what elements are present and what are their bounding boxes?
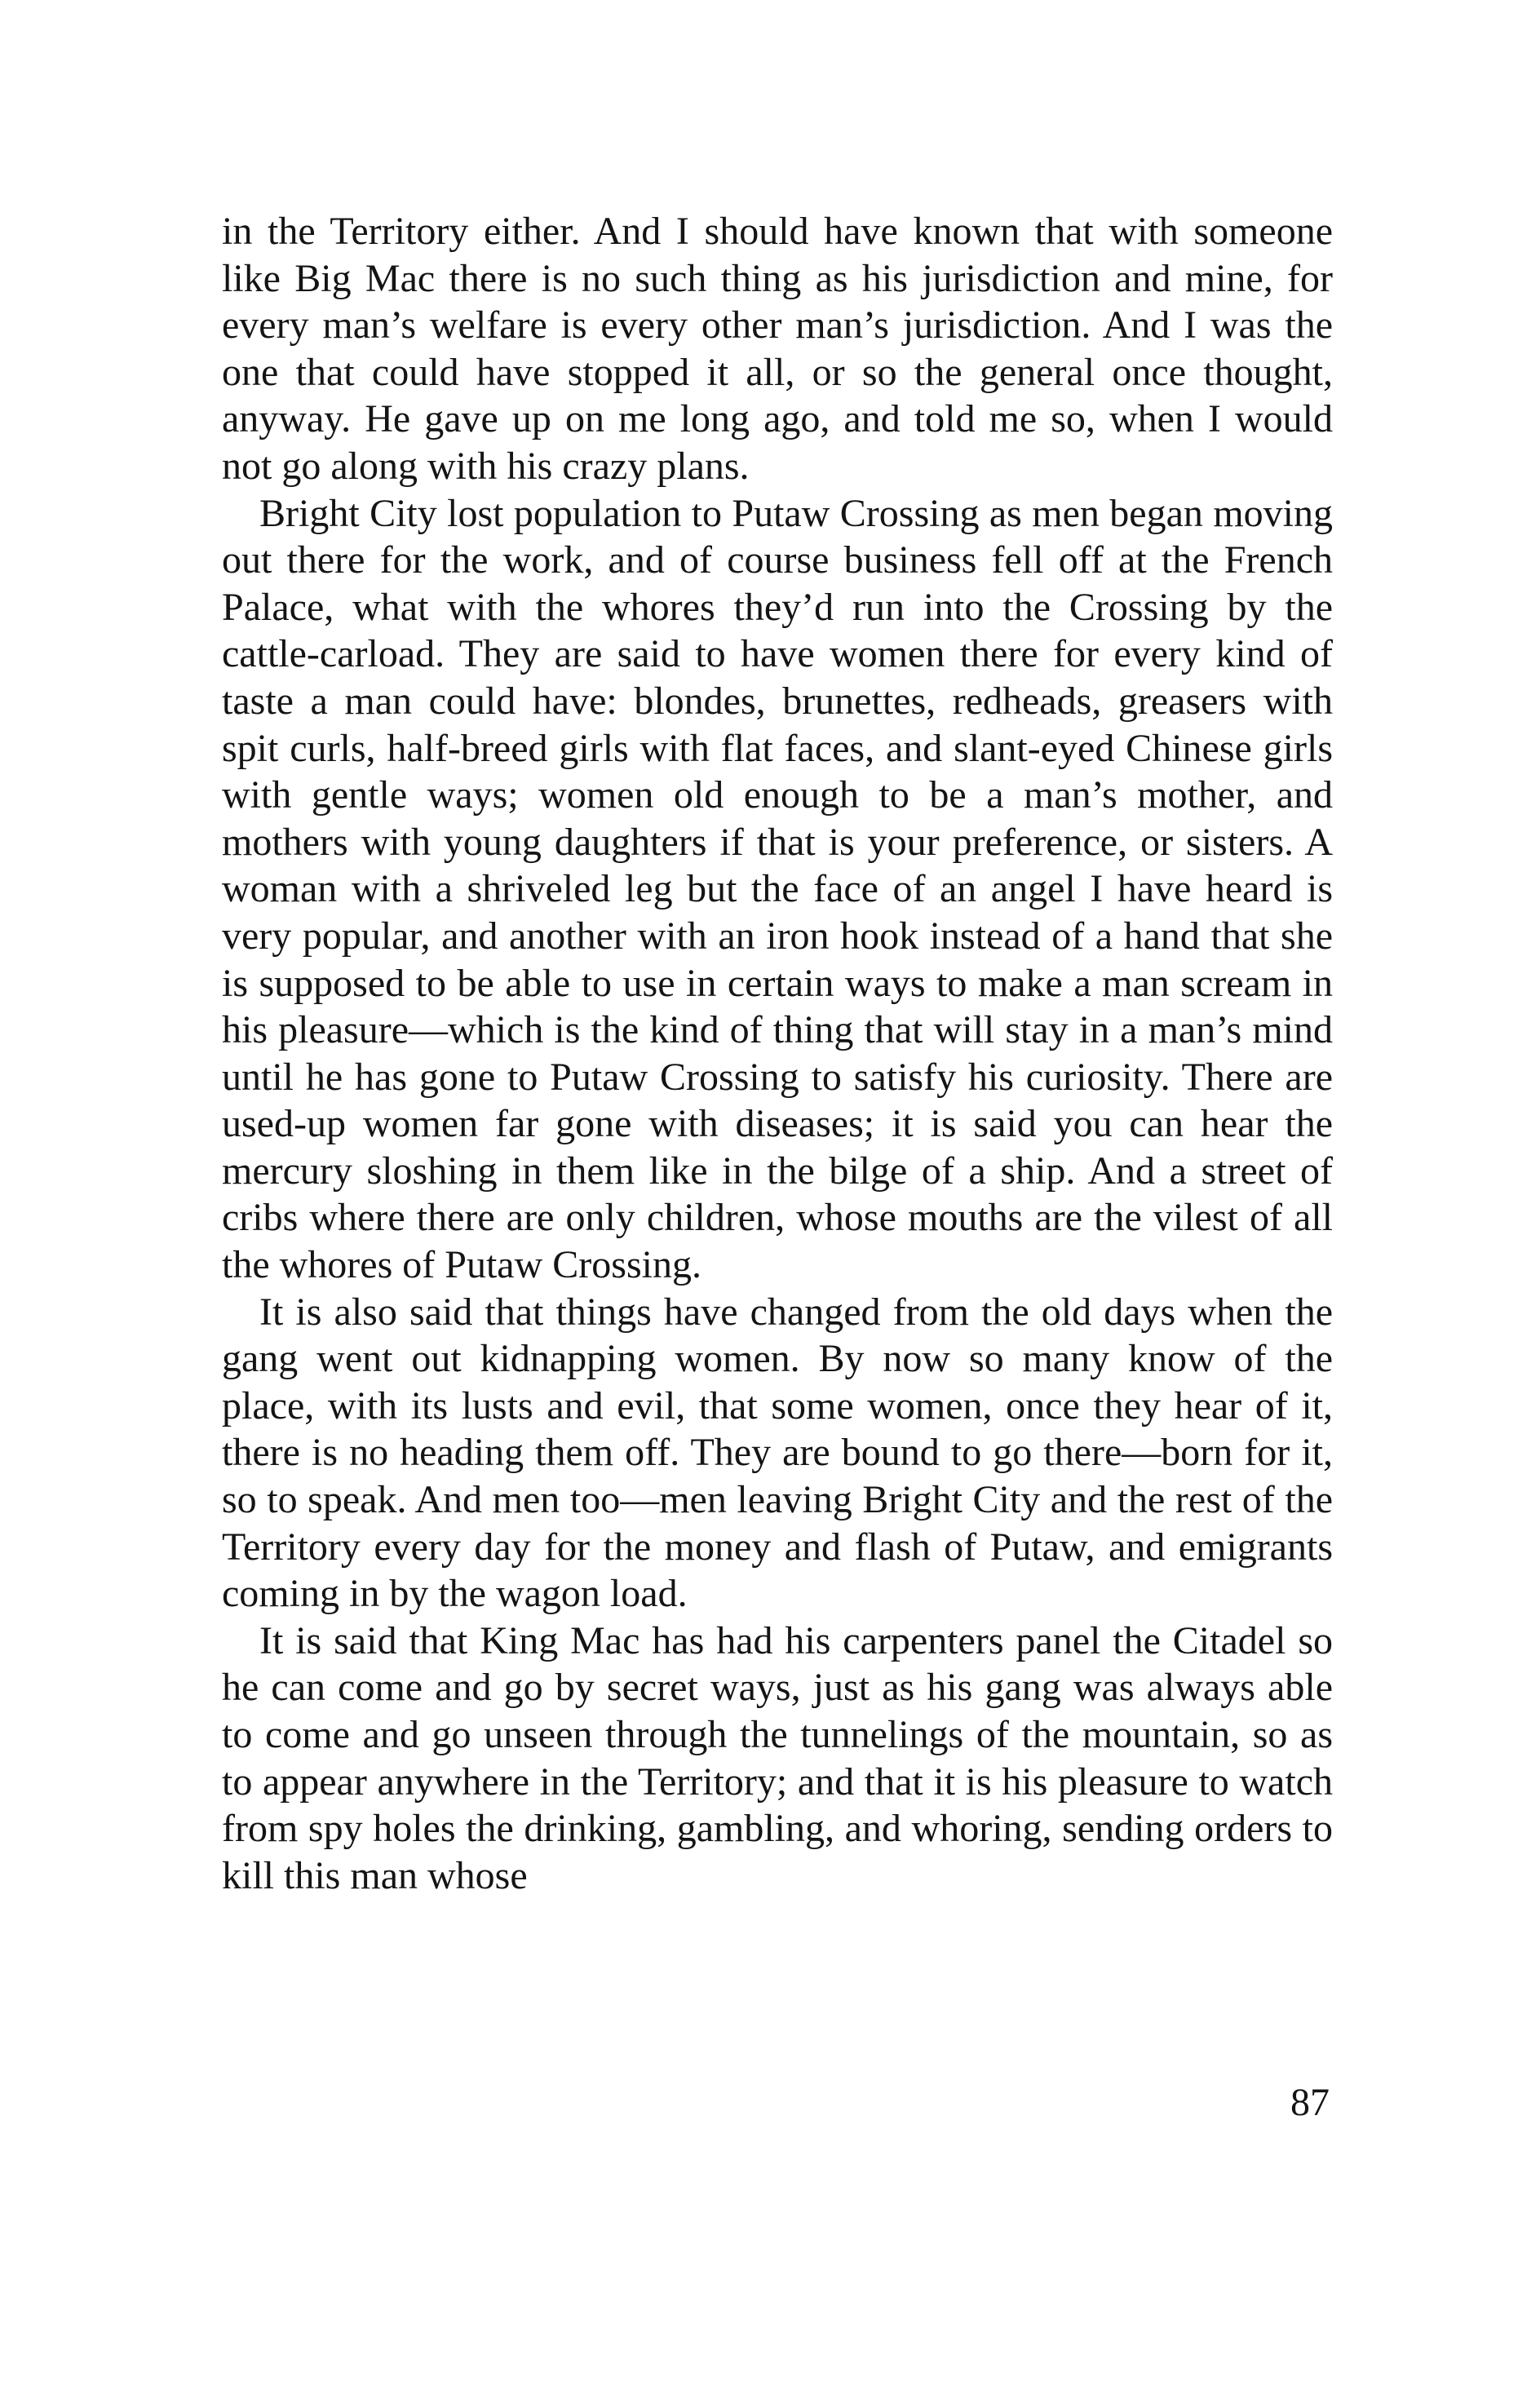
paragraph-continued: in the Territory either. And I should have known that with someone like Big Mac there is no such thing as his jurisdiction and mine, for every man’s welfare is every other man’s jurisdiction. And I was the one that could have stopped it all, or so the general once thought, anyway. He gave up on me long ago, and told me so, when I would not go along with his crazy plans. bbox=[222, 210, 1333, 488]
page-number: 87 bbox=[1290, 2081, 1330, 2124]
paragraph-old-days: It is also said that things have changed from the old days when the gang went out kidnapping women. By now so many know of the place, with its lusts and evil, that some women, once they hear of it, there is no heading them off. They are bound to go there—born for it, so to speak. And men too—men leaving Bright City and the rest of the Territory every day for the money and flash of Putaw, and emigrants coming in by the wagon load. bbox=[222, 1290, 1333, 1616]
body-text bbox=[222, 208, 1333, 1899]
paragraph-bright-city: Bright City lost population to Putaw Crossing as men began moving out there for the work, and of course business fell off at the French Palace, what with the whores they’d run into the Crossing by the cattle-carload. They are said to have women there for every kind of taste a man could have: blondes, brunettes, redheads, greasers with spit curls, half-breed girls with flat faces, and slant-eyed Chinese girls with gentle ways; women old enough to be a man’s mother, and mothers with young daughters if that is your preference, or sisters. A woman with a shriveled leg but the face of an angel I have heard is very popular, and another with an iron hook instead of a hand that she is supposed to be able to use in certain ways to make a man scream in his pleasure—which is the kind of thing that will stay in a man’s mind until he has gone to Putaw Crossing to satisfy his curiosity. There are used-up women far gone with diseases; it is said you can hear the mercury sloshing in them like in the bilge of a ship. And a street of cribs where there are only children, whose mouths are the vilest of all the whores of Putaw Crossing. bbox=[222, 491, 1333, 1287]
paragraph-king-mac: It is said that King Mac has had his carpenters panel the Citadel so he can come and go by secret ways, just as his gang was always able to come and go unseen through the tunnelings of the mountain, so as to appear anywhere in the Territory; and that it is his pleasure to watch from spy holes the drinking, gambling, and whoring, sending orders to kill this man whose bbox=[222, 1618, 1333, 1897]
